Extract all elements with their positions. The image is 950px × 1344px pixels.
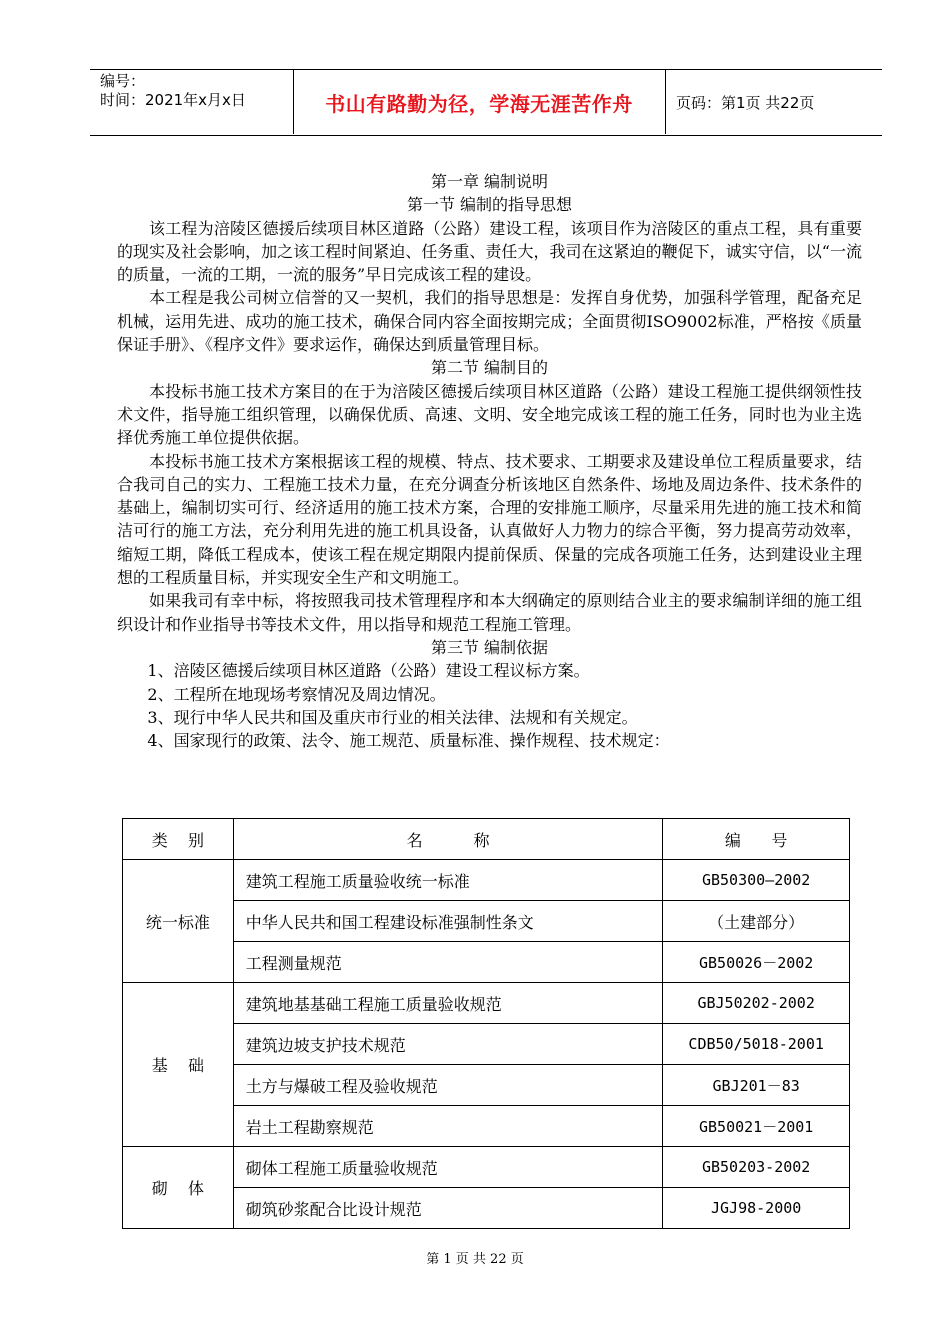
standard-name: 建筑地基基础工程施工质量验收规范: [233, 983, 663, 1024]
standard-name: 中华人民共和国工程建设标准强制性条文: [233, 901, 663, 942]
category-cell: 砌 体: [123, 1147, 234, 1229]
standard-code: GBJ50202-2002: [663, 983, 850, 1024]
standard-name: 建筑边坡支护技术规范: [233, 1024, 663, 1065]
chapter-title: 第一章 编制说明: [430, 172, 549, 191]
document-body: [117, 170, 862, 752]
standard-code: GBJ201－83: [663, 1065, 850, 1106]
category-cell: 基 础: [123, 983, 234, 1147]
paragraph: 如果我司有幸中标，将按照我司技术管理程序和本大纲确定的原则结合业主的要求编制详细的施工组织设计和作业指导书等技术文件，用以指导和规范工程施工管理。: [117, 591, 862, 634]
list-item: 1、涪陵区德援后续项目林区道路（公路）建设工程议标方案。: [147, 661, 590, 681]
standard-code: GB50300—2002: [663, 860, 850, 901]
section-title: 第一节 编制的指导思想: [406, 195, 573, 215]
standard-code: （土建部分）: [663, 901, 850, 942]
page-footer: 第 1 页 共 22 页: [426, 1252, 524, 1267]
column-header-name: 名 称: [233, 819, 663, 860]
standard-name: 工程测量规范: [233, 942, 663, 983]
document-number-label: 编号：: [100, 72, 146, 90]
paragraph: 本投标书施工技术方案目的在于为涪陵区德援后续项目林区道路（公路）建设工程施工提供纲领性技术文件，指导施工组织管理，以确保优质、高速、文明、安全地完成该工程的施工任务，同时也为业主选择优秀施工单位提供依据。: [117, 381, 862, 448]
paragraph: 该工程为涪陵区德援后续项目林区道路（公路）建设工程，该项目作为涪陵区的重点工程，具有重要的现实及社会影响，加之该工程时间紧迫、任务重、责任大，我司在这紧迫的鞭促下，诚实守信，以“一流的质量，一流的工期，一流的服务”早日完成该工程的建设。: [117, 218, 862, 285]
standard-code: JGJ98-2000: [663, 1188, 850, 1229]
table-row: [123, 983, 850, 1024]
paragraph: 本投标书施工技术方案根据该工程的规模、特点、技术要求、工期要求及建设单位工程质量要求，结合我司自己的实力、工程施工技术力量，在充分调查分析该地区自然条件、场地及周边条件、技术条件的基础上，编制切实可行、经济适用的施工技术方案，合理的安排施工顺序，尽量采用先进的施工技术和简洁可行的施工方法，充分利用先进的施工机具设备，认真做好人力物力的综合平衡，努力提高劳动效率，缩短工期，降低工程成本，使该工程在规定期限内提前保质、保量的完成各项施工任务，达到建设业主理想的工程质量目标，并实现安全生产和文明施工。: [117, 451, 862, 588]
header-motto: 书山有路勤为径，学海无涯苦作舟: [325, 91, 633, 116]
column-header-category: 类 别: [123, 819, 234, 860]
table-row: [123, 860, 850, 901]
list-item: 3、现行中华人民共和国及重庆市行业的相关法律、法规和有关规定。: [147, 707, 638, 727]
section-title: 第二节 编制目的: [430, 358, 549, 378]
column-header-code: 编 号: [663, 819, 850, 860]
standard-name: 岩土工程勘察规范: [233, 1106, 663, 1147]
standard-code: CDB50/5018-2001: [663, 1024, 850, 1065]
list-item: 4、国家现行的政策、法令、施工规范、质量标准、操作规程、技术规定：: [147, 731, 670, 751]
table-row: [123, 1147, 850, 1188]
section-title: 第三节 编制依据: [430, 637, 549, 657]
paragraph: 本工程是我公司树立信誉的又一契机，我们的指导思想是：发挥自身优势，加强科学管理，配备充足机械，运用先进、成功的施工技术，确保合同内容全面按期完成；全面贯彻ISO9002标准，严格按《质量保证手册》、《程序文件》要求运作，确保达到质量管理目标。: [117, 288, 862, 355]
header-meta: [100, 70, 290, 136]
standard-code: GB50026－2002: [663, 942, 850, 983]
list-item: 2、工程所在地现场考察情况及周边情况。: [147, 684, 446, 704]
table-header-row: [123, 819, 850, 860]
document-time: 时间：2021年x月x日: [100, 91, 246, 109]
standard-name: 砌体工程施工质量验收规范: [233, 1147, 663, 1188]
standard-code: GB50203-2002: [663, 1147, 850, 1188]
standard-name: 砌筑砂浆配合比设计规范: [233, 1188, 663, 1229]
category-cell: 统一标准: [123, 860, 234, 983]
standard-code: GB50021－2001: [663, 1106, 850, 1147]
standard-name: 土方与爆破工程及验收规范: [233, 1065, 663, 1106]
header-divider-right: [665, 70, 666, 134]
standard-name: 建筑工程施工质量验收统一标准: [233, 860, 663, 901]
standards-table: [122, 818, 850, 1229]
header-page-number: 页码：第1页 共22页: [676, 93, 815, 112]
